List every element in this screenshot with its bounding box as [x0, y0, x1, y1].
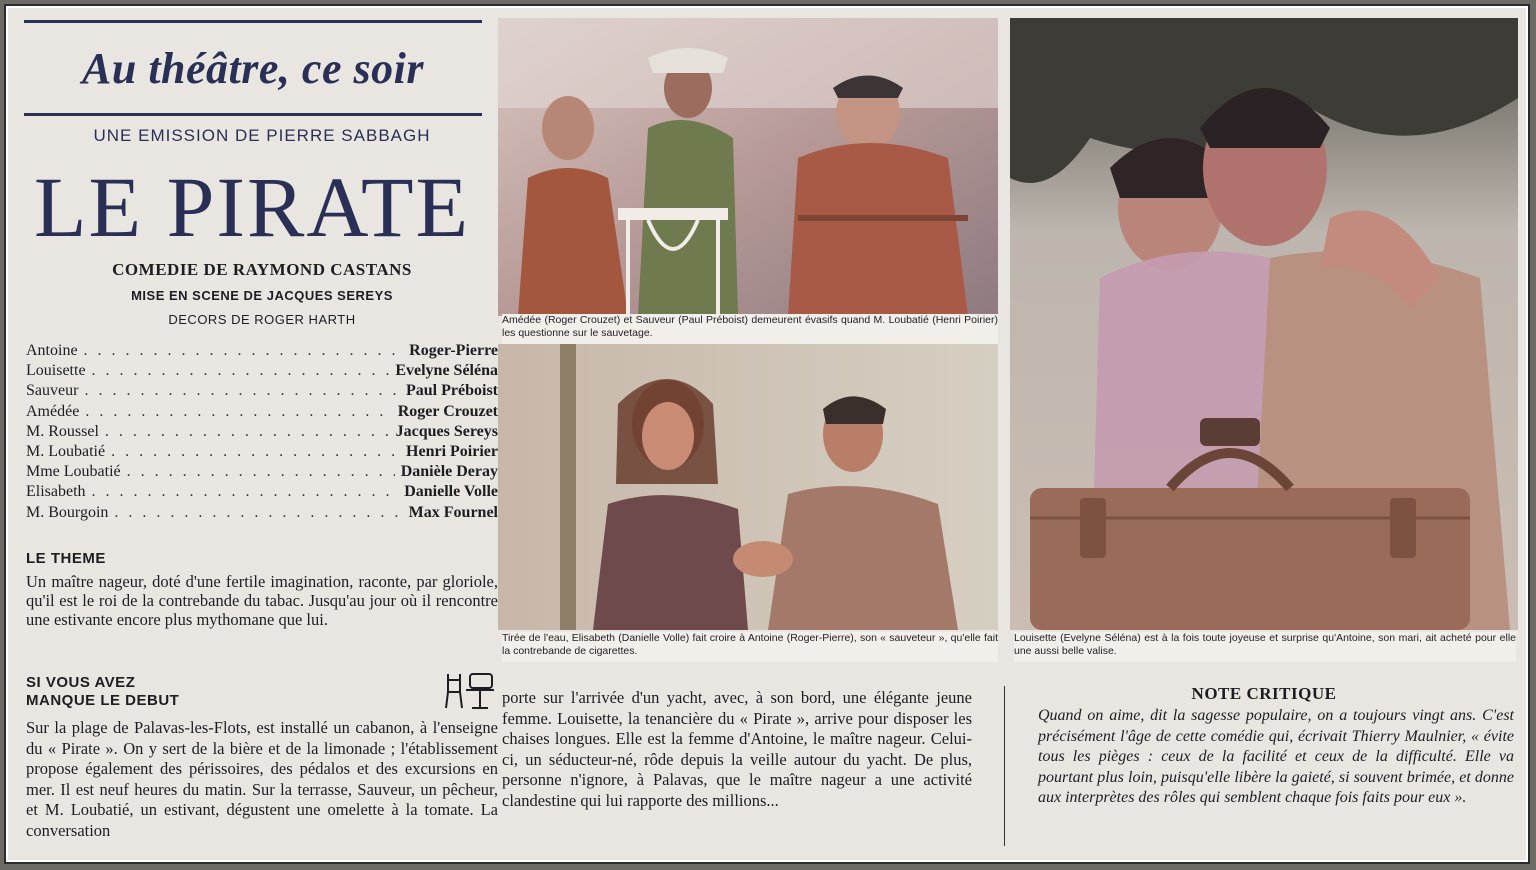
- program-banner: [24, 20, 482, 116]
- cast-row: [26, 504, 498, 524]
- debut-heading-line2: MANQUE LE DEBUT: [26, 692, 180, 709]
- cast-row: [26, 403, 498, 423]
- cast-actor: Jacques Sereys: [395, 422, 498, 440]
- cast-role: Elisabeth: [26, 483, 86, 501]
- set-credit: DECORS DE ROGER HARTH: [168, 312, 356, 327]
- cast-actor: Max Fournel: [408, 503, 498, 521]
- director-credit: MISE EN SCENE DE JACQUES SEREYS: [131, 288, 393, 303]
- note-text: Quand on aime, dit la sagesse populaire, on a toujours vingt ans. C'est précisément l'âge de cette comédie qui, écrivait Thierry Maulnier, « évite tous les pièges : ceux de la facilité et ceux de la difficulté. Elle va pourtant plus loin, puisqu'elle libère la gaieté, si souvent brimée, et donne aux interprètes des rôles qui semblent chaque fois faits pour eux ».: [1038, 707, 1514, 807]
- cast-actor: Danielle Volle: [404, 483, 498, 501]
- cast-list: [26, 342, 498, 524]
- author-credit: COMEDIE DE RAYMOND CASTANS: [112, 260, 412, 279]
- chair-table-icon: [442, 670, 498, 710]
- caption-photo-2: Tirée de l'eau, Elisabeth (Danielle Volle) fait croire à Antoine (Roger-Pierre), son « sauveteur », qu'elle fait la contrebande de cigarettes.: [502, 632, 998, 662]
- cast-role: Sauveur: [26, 382, 79, 400]
- cast-actor: Evelyne Séléna: [395, 362, 498, 380]
- cast-role: Louisette: [26, 362, 86, 380]
- banner-title: Au théâtre, ce soir: [82, 43, 424, 93]
- cast-actor: Danièle Deray: [400, 463, 498, 481]
- cast-role: M. Bourgoin: [26, 503, 109, 521]
- photo-suitcase-scene: [1010, 18, 1518, 630]
- debut-text: Sur la plage de Palavas-les-Flots, est installé un cabanon, à l'enseigne du « Pirate ». On y sert de la bière et de la limonade ; l'établissement propose également des périssoires, des pédalos et des excursions en mer. Il est neuf heures du matin. Sur la terrasse, Sauveur, un pêcheur, et M. Loubatié, un estivant, dégustent une omelette à la tomate. La conversation: [26, 718, 498, 840]
- cast-row: [26, 342, 498, 362]
- theme-text: Un maître nageur, doté d'une fertile imagination, raconte, par gloriole, qu'il est le roi de la contrebande du tabac. Jusqu'au jour où il rencontre une estivante encore plus mythomane que lui.: [26, 572, 498, 629]
- cast-row: [26, 443, 498, 463]
- cast-row: [26, 362, 498, 382]
- column-divider: [1004, 686, 1005, 846]
- cast-row: [26, 463, 498, 483]
- debut-heading: [26, 674, 179, 710]
- play-title: LE PIRATE: [34, 159, 471, 255]
- cast-role: M. Roussel: [26, 422, 99, 440]
- emission-line: UNE EMISSION DE PIERRE SABBAGH: [93, 126, 431, 145]
- cast-actor: Roger-Pierre: [409, 342, 498, 359]
- photo-terrace-scene: [498, 18, 998, 316]
- cast-row: [26, 382, 498, 402]
- debut-continuation: porte sur l'arrivée d'un yacht, avec, à son bord, une élégante jeune femme. Louisette, la tenancière du « Pirate », arrive pour disposer les chaises longues. Elle est la femme d'Antoine, le maître nageur. Celui-ci, un séducteur-né, rôde depuis la veille autour du yacht. De plus, personne n'ignore, à Palavas, que le maître nageur a une activité clandestine qui lui rapporte des millions...: [502, 688, 972, 810]
- cast-role: M. Loubatié: [26, 442, 106, 460]
- left-column: [24, 20, 500, 856]
- cast-role: Mme Loubatié: [26, 463, 121, 481]
- photo-rescue-scene: [498, 344, 998, 630]
- caption-photo-1: Amédée (Roger Crouzet) et Sauveur (Paul Préboist) demeurent évasifs quand M. Loubatié (Henri Poirier) les questionne sur le sauvetage.: [502, 314, 998, 344]
- cast-actor: Henri Poirier: [406, 442, 498, 460]
- cast-row: [26, 483, 498, 503]
- caption-photo-3: Louisette (Evelyne Séléna) est à la fois toute joyeuse et surprise qu'Antoine, son mari, ait acheté pour elle une aussi belle valise.: [1014, 632, 1516, 662]
- theme-heading: LE THEME: [26, 550, 106, 567]
- cast-row: [26, 423, 498, 443]
- magazine-page: [8, 8, 1526, 860]
- cast-actor: Roger Crouzet: [397, 402, 498, 420]
- note-heading: NOTE CRITIQUE: [1191, 684, 1337, 703]
- cast-actor: Paul Préboist: [406, 382, 498, 400]
- cast-role: Antoine: [26, 342, 78, 359]
- debut-heading-line1: SI VOUS AVEZ: [26, 674, 136, 691]
- cast-role: Amédée: [26, 402, 80, 420]
